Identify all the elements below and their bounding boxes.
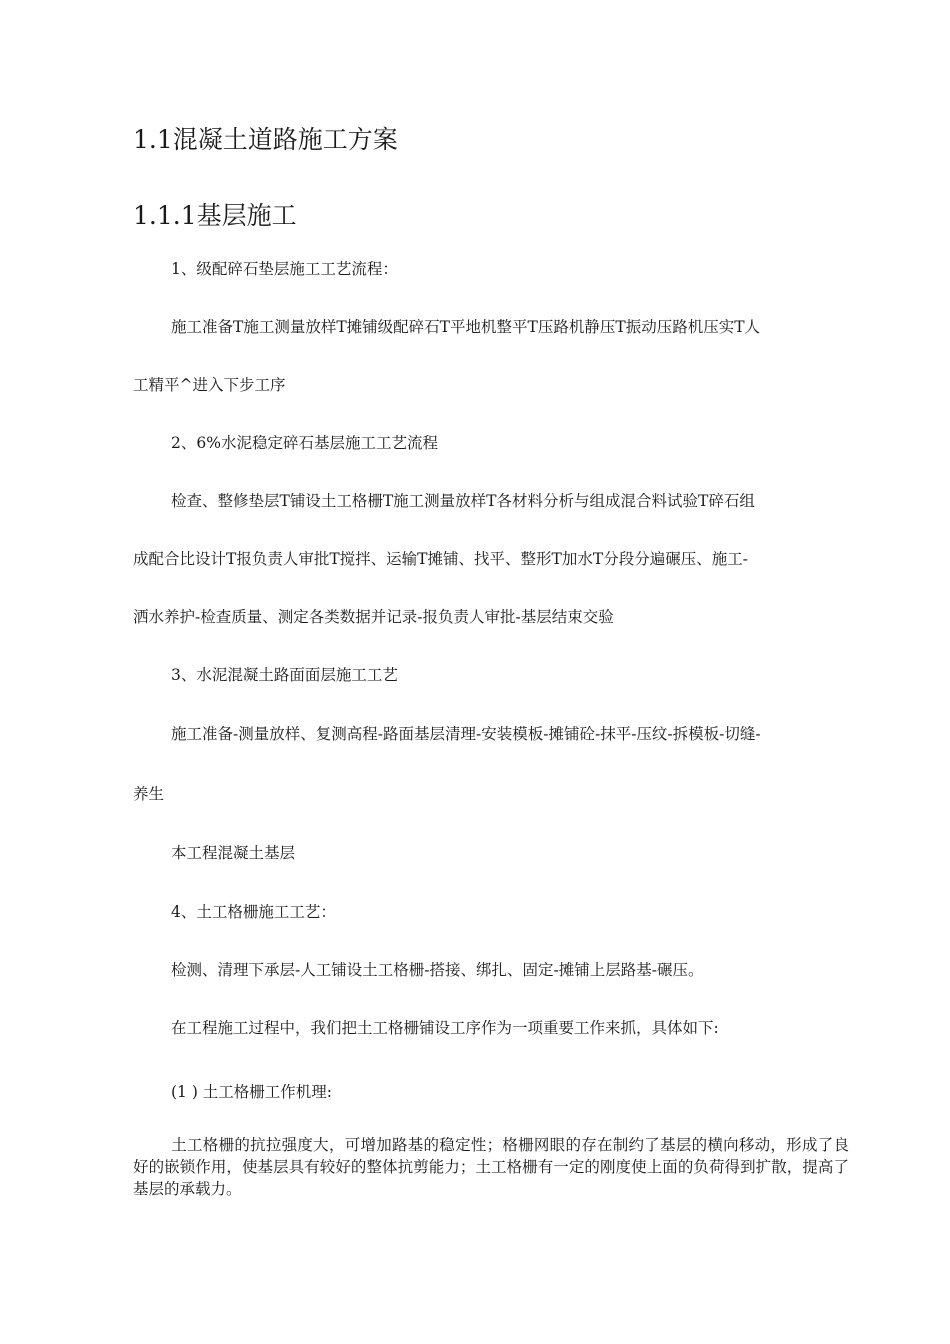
section-heading: 1.1混凝土道路施工方案: [133, 125, 398, 154]
step-heading-2: 2、6%水泥稳定碎石基层施工工艺流程: [171, 434, 438, 452]
step-heading-3: 3、水泥混凝土路面面层施工工艺: [171, 666, 398, 684]
final-paragraph-text: 土工格栅的抗拉强度大，可增加路基的稳定性；格栅网眼的存在制约了基层的横向移动，形成了良好的嵌锁作用，使基层具有较好的整体抗剪能力；土工格栅有一定的刚度使上面的负荷得到扩散，提高了基层的承载力。: [133, 1136, 849, 1198]
paragraph-line: 养生: [133, 785, 165, 803]
paragraph-line: 施工准备-测量放样、复测高程-路面基层清理-安装模板-摊铺砼-抹平-压纹-拆模板-切缝-: [171, 725, 761, 743]
numbered-item-heading: (1 ) 土工格栅工作机理:: [171, 1083, 333, 1101]
subsection-heading: 1.1.1基层施工: [133, 201, 297, 230]
paragraph-line: 工精平^进入下步工序: [133, 376, 286, 394]
step-heading-1: 1、级配碎石垫层施工工艺流程：: [171, 260, 398, 278]
paragraph-line: 洒水养护-检查质量、测定各类数据并记录-报负责人审批-基层结束交验: [133, 608, 614, 626]
paragraph-line: 本工程混凝土基层: [171, 844, 296, 862]
paragraph-line: 检查、整修垫层T铺设土工格栅T施工测量放样T各材料分析与组成混合料试验T碎石组: [171, 492, 755, 510]
paragraph-line: 在工程施工过程中，我们把土工格栅铺设工序作为一项重要工作来抓，具体如下:: [171, 1019, 719, 1037]
step-heading-4: 4、土工格栅施工工艺：: [171, 903, 336, 921]
final-paragraph: [133, 1134, 849, 1200]
paragraph-line: 施工准备T施工测量放样T摊铺级配碎石T平地机整平T压路机静压T振动压路机压实T人: [171, 318, 761, 336]
paragraph-line: 检测、清理下承层-人工铺设土工格栅-搭接、绑扎、固定-摊铺上层路基-碾压。: [171, 961, 704, 979]
paragraph-line: 成配合比设计T报负责人审批T搅拌、运输T摊铺、找平、整形T加水T分段分遍碾压、施工-: [133, 550, 748, 568]
